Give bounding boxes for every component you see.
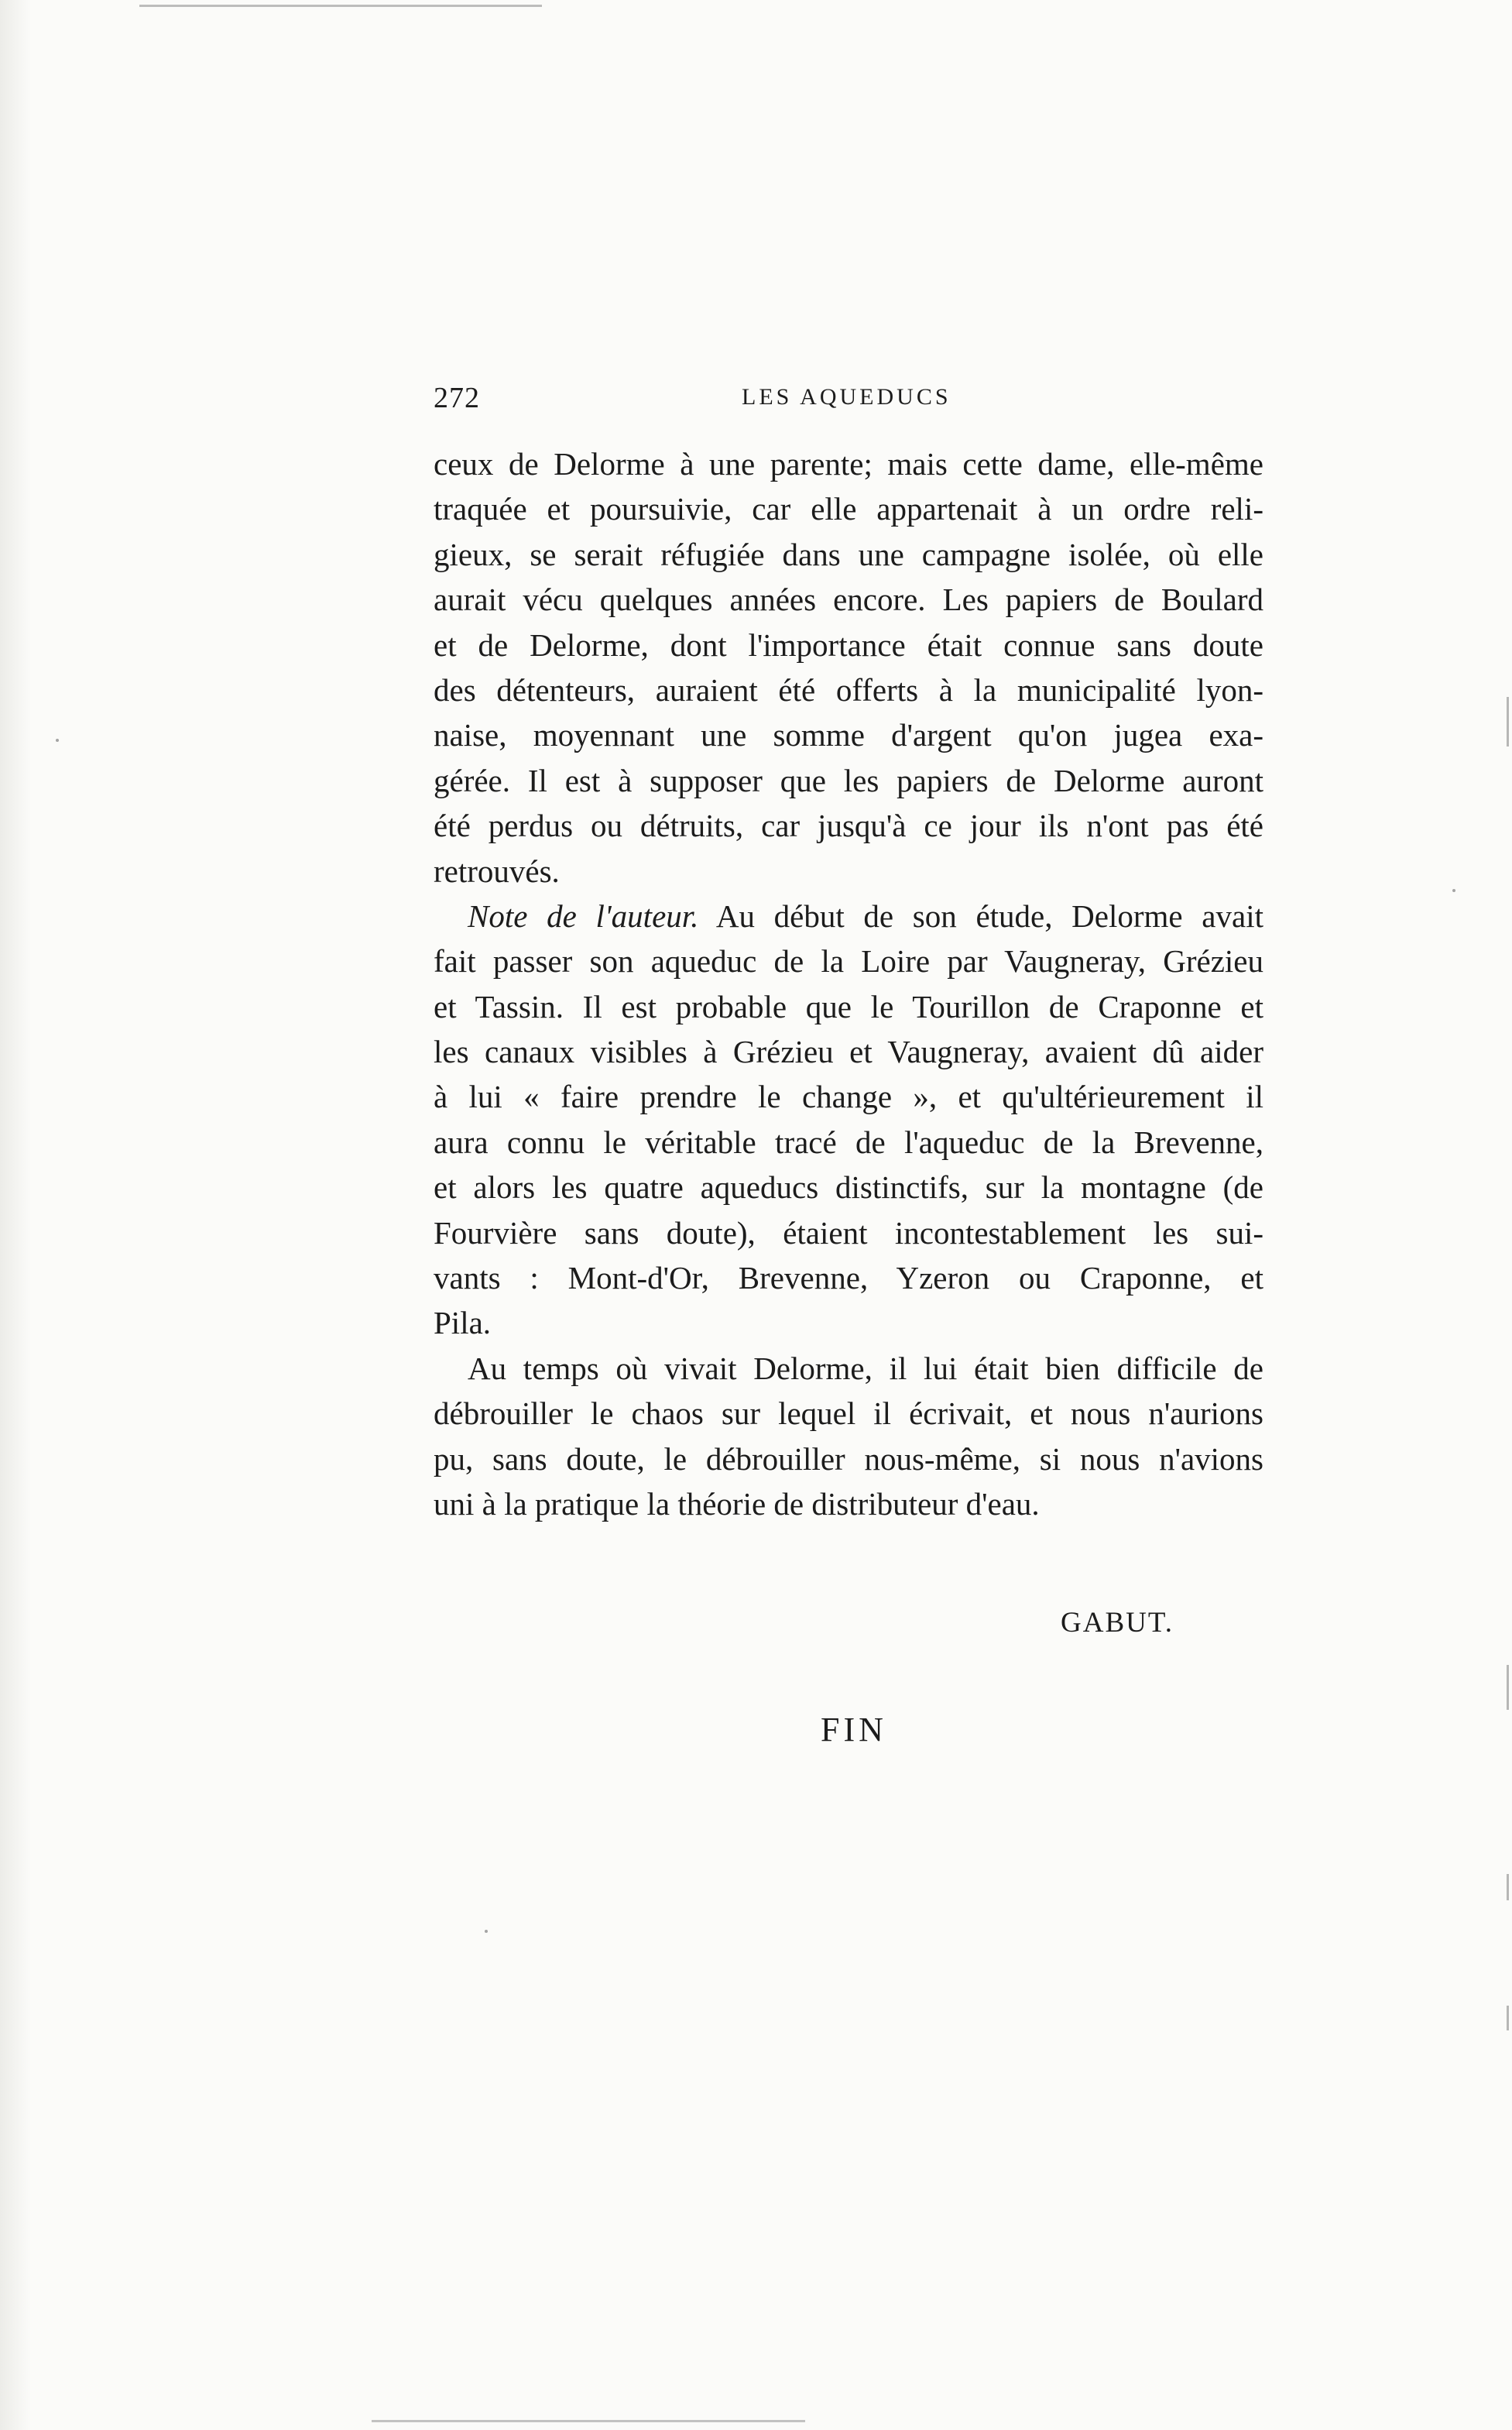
text-line: et Tassin. Il est probable que le Tourillon de Craponne et: [434, 988, 1263, 1025]
text-line: Au temps où vivait Delorme, il lui était bien difficile de: [468, 1350, 1263, 1386]
text-line: gérée. Il est à supposer que les papiers de Delorme auront: [434, 762, 1263, 798]
text-line: Pila.: [434, 1305, 492, 1341]
scan-artifact-margin: [1507, 697, 1509, 747]
author-note-label: Note de l'auteur.: [468, 898, 699, 934]
text-line: été perdus ou détruits, car jusqu'à ce jour ils n'ont pas été: [434, 808, 1263, 844]
scan-speck: [485, 1930, 488, 1933]
scan-artifact-bottom: [372, 2420, 805, 2422]
text-line: vants : Mont-d'Or, Brevenne, Yzeron ou Craponne, et: [434, 1260, 1263, 1296]
text-line: gieux, se serait réfugiée dans une campagne isolée, où elle: [434, 536, 1263, 572]
text-line: ceux de Delorme à une parente; mais cette dame, elle-même: [434, 446, 1263, 482]
text-line: [434, 894, 1263, 939]
scan-artifact-top: [139, 5, 542, 7]
page-edge-shadow: [0, 0, 31, 2430]
text-line: retrouvés.: [434, 853, 560, 889]
text-line: naise, moyennant une somme d'argent qu'on jugea exa-: [434, 717, 1263, 753]
text-line: Fourvière sans doute), étaient incontestablement les sui-: [434, 1214, 1263, 1251]
text-line: des détenteurs, auraient été offerts à la municipalité lyon-: [434, 671, 1263, 708]
scan-artifact-margin: [1507, 1665, 1509, 1710]
scan-artifact-margin: [1507, 2006, 1509, 2030]
page-number: 272: [434, 382, 480, 414]
text-line: débrouiller le chaos sur lequel il écrivait, et nous n'aurions: [434, 1395, 1263, 1432]
text-line: et de Delorme, dont l'importance était connue sans doute: [434, 626, 1263, 663]
text-line: à lui « faire prendre le change », et qu'ultérieurement il: [434, 1079, 1263, 1115]
author-signature: GABUT.: [1061, 1607, 1174, 1639]
text-line: aurait vécu quelques années encore. Les papiers de Boulard: [434, 582, 1263, 618]
running-head: [434, 381, 1263, 420]
running-title: LES AQUEDUCS: [742, 384, 951, 410]
scan-speck: [56, 739, 59, 742]
scan-artifact-margin: [1507, 1874, 1509, 1900]
text-line: pu, sans doute, le débrouiller nous-même, si nous n'avions: [434, 1440, 1263, 1477]
text-line: uni à la pratique la théorie de distributeur d'eau.: [434, 1485, 1040, 1522]
text-line: les canaux visibles à Grézieu et Vaugneray, avaient dû aider: [434, 1034, 1263, 1070]
body-text: [434, 441, 1263, 1526]
text-line: aura connu le véritable tracé de l'aqueduc de la Brevenne,: [434, 1124, 1263, 1160]
text-line: et alors les quatre aqueducs distinctifs, sur la montagne (de: [434, 1169, 1263, 1206]
text-fragment: Au début de son étude, Delorme avait: [698, 898, 1263, 934]
text-line: fait passer son aqueduc de la Loire par Vaugneray, Grézieu: [434, 943, 1263, 980]
scan-speck: [1452, 889, 1455, 892]
text-line: traquée et poursuivie, car elle appartenait à un ordre reli-: [434, 491, 1263, 527]
fin-label: FIN: [821, 1711, 887, 1749]
